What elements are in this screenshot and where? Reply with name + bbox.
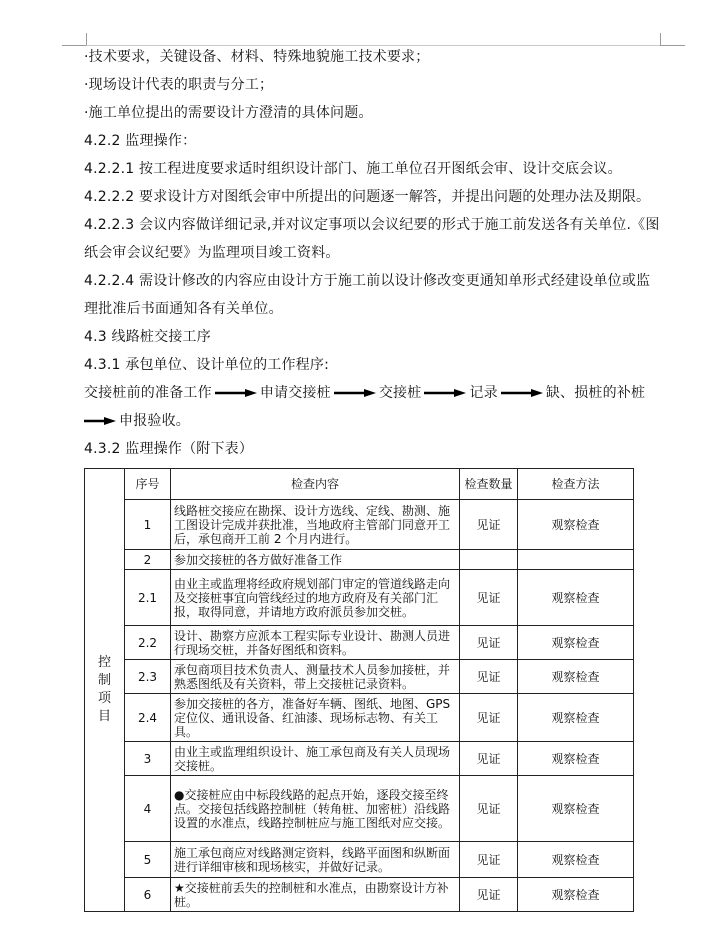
row-method: 观察检查 <box>518 570 634 626</box>
section-heading: 4.3.2 监理操作（附下表） <box>84 441 254 457</box>
side-label-control-items <box>85 469 125 912</box>
text-line: 4.2.2.2 要求设计方对图纸会审中所提出的问题逐一解答，并提出问题的处理办法及期限。 <box>84 189 651 205</box>
row-method <box>518 550 634 570</box>
row-method: 观察检查 <box>518 626 634 660</box>
page-corner-mark-top-right <box>660 33 685 46</box>
flow-step: 记录 <box>469 385 498 401</box>
table-row <box>85 570 634 626</box>
row-content: 由业主或监理将经政府规划部门审定的管道线路走向及交接桩事宜向管线经过的地方政府及有关部门汇报，取得同意，并请地方政府派员参加交桩。 <box>171 570 460 626</box>
row-qty: 见证 <box>460 694 518 742</box>
row-qty <box>460 550 518 570</box>
text-line: 4.2.2.3 会议内容做详细记录,并对议定事项以会议纪要的形式于施工前发送各有关单位.《图 <box>84 217 660 233</box>
row-no: 1 <box>125 500 171 550</box>
row-qty: 见证 <box>460 742 518 776</box>
workflow-line <box>84 412 190 430</box>
row-method: 观察检查 <box>518 878 634 912</box>
table-row <box>85 842 634 878</box>
row-method: 观察检查 <box>518 776 634 842</box>
row-content: 线路桩交接应在勘探、设计方选线、定线、勘测、施工图设计完成并获批准，当地政府主管部门同意开工后，承包商开工前 2 个月内进行。 <box>171 500 460 550</box>
row-content: 设计、勘察方应派本工程实际专业设计、勘测人员进行现场交桩，并备好图纸和资料。 <box>171 626 460 660</box>
side-label-char: 控 <box>97 655 111 670</box>
row-no: 2 <box>125 550 171 570</box>
inspection-table <box>84 468 634 912</box>
arrow-right-icon <box>424 389 466 397</box>
row-qty: 见证 <box>460 776 518 842</box>
flow-step: 申报验收。 <box>119 413 190 429</box>
row-content: ★交接桩前丢失的控制桩和水准点，由勘察设计方补桩。 <box>171 878 460 912</box>
page-header-rule <box>86 45 660 46</box>
arrow-right-icon <box>334 389 376 397</box>
text-line: 4.2.2.4 需设计修改的内容应由设计方于施工前以设计修改变更通知单形式经建设单位或监 <box>84 273 651 289</box>
row-qty: 见证 <box>460 626 518 660</box>
text-line: 4.2.2.1 按工程进度要求适时组织设计部门、施工单位召开图纸会审、设计交底会议。 <box>84 161 622 177</box>
flow-step: 交接桩 <box>378 385 422 401</box>
table-row <box>85 550 634 570</box>
row-content: 由业主或监理组织设计、施工承包商及有关人员现场交接桩。 <box>171 742 460 776</box>
section-heading: 4.3 线路桩交接工序 <box>84 329 211 345</box>
row-content: 参加交接桩的各方做好准备工作 <box>171 550 460 570</box>
row-method: 观察检查 <box>518 500 634 550</box>
table-row <box>85 626 634 660</box>
text-line: 纸会审会议纪要》为监理项目竣工资料。 <box>84 245 340 261</box>
row-method: 观察检查 <box>518 694 634 742</box>
row-no: 3 <box>125 742 171 776</box>
table-row <box>85 694 634 742</box>
row-no: 2.1 <box>125 570 171 626</box>
row-content: 施工承包商应对线路测定资料，线路平面图和纵断面进行详细审核和现场核实，并做好记录。 <box>171 842 460 878</box>
text-line: 理批准后书面通知各有关单位。 <box>84 301 283 317</box>
header-method: 检查方法 <box>518 469 634 500</box>
row-qty: 见证 <box>460 500 518 550</box>
row-no: 2.3 <box>125 660 171 694</box>
row-no: 2.4 <box>125 694 171 742</box>
text-line: ·施工单位提出的需要设计方澄清的具体问题。 <box>84 105 373 121</box>
side-label-char: 制 <box>97 673 111 688</box>
table-row <box>85 660 634 694</box>
row-method: 观察检查 <box>518 842 634 878</box>
row-qty: 见证 <box>460 878 518 912</box>
text-line: ·技术要求，关键设备、材料、特殊地貌施工技术要求； <box>84 49 430 65</box>
section-heading: 4.3.1 承包单位、设计单位的工作程序: <box>84 357 329 373</box>
table-row <box>85 500 634 550</box>
arrow-right-icon <box>215 389 257 397</box>
row-no: 6 <box>125 878 171 912</box>
row-method: 观察检查 <box>518 742 634 776</box>
table-row <box>85 742 634 776</box>
row-method: 观察检查 <box>518 660 634 694</box>
row-no: 4 <box>125 776 171 842</box>
row-qty: 见证 <box>460 842 518 878</box>
row-qty: 见证 <box>460 660 518 694</box>
header-no: 序号 <box>125 469 171 500</box>
arrow-right-icon <box>84 417 116 425</box>
row-no: 2.2 <box>125 626 171 660</box>
row-content: 承包商项目技术负责人、测量技术人员参加接桩，并熟悉图纸及有关资料，带上交接桩记录资料。 <box>171 660 460 694</box>
row-content: 参加交接桩的各方，准备好车辆、图纸、地图、GPS定位仪、通讯设备、红油漆、现场标志物、有关工具。 <box>171 694 460 742</box>
row-qty: 见证 <box>460 570 518 626</box>
side-label-char: 目 <box>97 709 111 724</box>
workflow-line <box>84 384 645 402</box>
flow-step: 申请交接桩 <box>259 385 331 401</box>
flow-step: 缺、损桩的补桩 <box>545 385 646 401</box>
row-content: ●交接桩应由中标段线路的起点开始，逐段交接至终点。交接包括线路控制桩（转角桩、加密桩）沿线路设置的水准点，线路控制桩应与施工图纸对应交接。 <box>171 776 460 842</box>
arrow-right-icon <box>501 389 543 397</box>
section-heading: 4.2.2 监理操作： <box>84 133 197 149</box>
header-content: 检查内容 <box>171 469 460 500</box>
table-row <box>85 878 634 912</box>
table-row <box>85 776 634 842</box>
header-qty: 检查数量 <box>460 469 518 500</box>
table-header-row <box>85 469 634 500</box>
side-label-char: 项 <box>97 691 111 706</box>
row-no: 5 <box>125 842 171 878</box>
text-line: ·现场设计代表的职责与分工； <box>84 77 274 93</box>
flow-step: 交接桩前的准备工作 <box>84 385 212 401</box>
page-corner-mark-top-left <box>62 33 87 46</box>
